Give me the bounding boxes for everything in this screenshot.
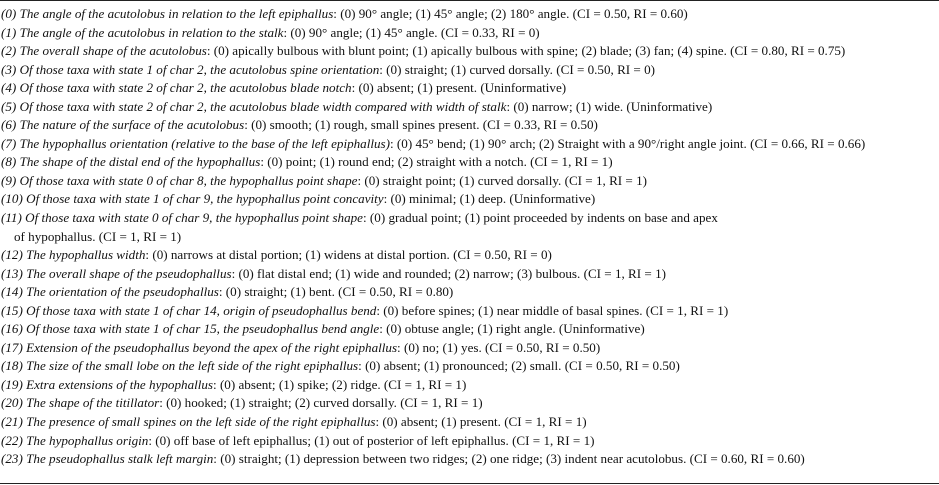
character-states: : (0) apically bulbous with blunt point; (1) apically bulbous with spine; (2) blade; (3) fan; (4) spine. (CI = 0.80, RI = 0.75) bbox=[206, 43, 846, 59]
character-states: : (0) obtuse angle; (1) right angle. (Uninformative) bbox=[379, 321, 645, 337]
character-description: The angle of the acutolobus in relation to the left epiphallus bbox=[19, 6, 334, 21]
character-description: The overall shape of the pseudophallus bbox=[26, 265, 232, 281]
character-number: (14) bbox=[1, 284, 23, 300]
character-states: : (0) point; (1) round end; (2) straight with a notch. (CI = 1, RI = 1) bbox=[260, 154, 613, 170]
character-description: The pseudophallus stalk left margin bbox=[26, 451, 214, 467]
character-states: : (0) narrow; (1) wide. (Uninformative) bbox=[506, 98, 713, 114]
character-number: (10) bbox=[1, 191, 23, 207]
character-row bbox=[0, 42, 939, 61]
character-description: The size of the small lobe on the left side of the right epiphallus bbox=[26, 358, 359, 374]
top-rule bbox=[0, 0, 939, 1]
character-description: The overall shape of the acutolobus bbox=[19, 43, 207, 59]
character-states: : (0) narrows at distal portion; (1) widens at distal portion. (CI = 0.50, RI = 0) bbox=[145, 247, 552, 263]
character-states: : (0) smooth; (1) rough, small spines present. (CI = 0.33, RI = 0.50) bbox=[244, 117, 598, 133]
character-states: : (0) straight; (1) depression between two ridges; (2) one ridge; (3) indent near acutolobus. (CI = 0.60, RI = 0.60) bbox=[213, 451, 805, 467]
character-number: (19) bbox=[1, 376, 23, 392]
character-number: (15) bbox=[1, 302, 23, 318]
character-states: : (0) absent; (1) spike; (2) ridge. (CI = 1, RI = 1) bbox=[213, 376, 467, 392]
character-row bbox=[0, 376, 939, 395]
character-row bbox=[0, 98, 939, 117]
character-states: : (0) before spines; (1) near middle of basal spines. (CI = 1, RI = 1) bbox=[376, 302, 729, 318]
character-description: Of those taxa with state 0 of char 9, the hypophallus point shape bbox=[25, 210, 363, 226]
character-row bbox=[0, 116, 939, 135]
character-description: The angle of the acutolobus in relation to the stalk bbox=[19, 24, 284, 40]
character-description: The orientation of the pseudophallus bbox=[26, 284, 219, 300]
character-number: (17) bbox=[1, 339, 23, 355]
character-number: (11) bbox=[1, 210, 22, 226]
character-row bbox=[0, 209, 939, 228]
character-description: The hypophallus width bbox=[26, 247, 146, 263]
character-number: (22) bbox=[1, 432, 23, 448]
character-states: : (0) absent; (1) present. (CI = 1, RI = 1) bbox=[375, 414, 587, 430]
character-row bbox=[0, 5, 939, 24]
character-states: : (0) no; (1) yes. (CI = 0.50, RI = 0.50) bbox=[397, 339, 601, 355]
character-description: Of those taxa with state 1 of char 15, the pseudophallus bend angle bbox=[26, 321, 380, 337]
character-row bbox=[0, 339, 939, 358]
character-states: : (0) straight; (1) bent. (CI = 0.50, RI = 0.80) bbox=[218, 284, 454, 300]
character-number: (21) bbox=[1, 414, 23, 430]
character-states: : (0) gradual point; (1) point proceeded by indents on base and apex bbox=[363, 210, 718, 226]
character-row bbox=[0, 302, 939, 321]
character-states: : (0) off base of left epiphallus; (1) out of posterior of left epiphallus. (CI = 1, RI = 1) bbox=[148, 432, 595, 448]
character-row bbox=[0, 413, 939, 432]
character-number: (8) bbox=[1, 154, 17, 170]
character-row bbox=[0, 320, 939, 339]
character-description: Of those taxa with state 1 of char 14, origin of pseudophallus bend bbox=[26, 302, 377, 318]
character-number: (7) bbox=[1, 135, 17, 151]
character-states: : (0) absent; (1) pronounced; (2) small. (CI = 0.50, RI = 0.50) bbox=[358, 358, 680, 374]
character-states: : (0) 90° angle; (1) 45° angle; (2) 180° angle. (CI = 0.50, RI = 0.60) bbox=[333, 6, 688, 21]
character-number: (20) bbox=[1, 395, 23, 411]
character-row bbox=[0, 24, 939, 43]
character-row bbox=[0, 246, 939, 265]
character-description: Of those taxa with state 1 of char 9, the hypophallus point concavity bbox=[26, 191, 384, 207]
character-number: (18) bbox=[1, 358, 23, 374]
character-number: (23) bbox=[1, 451, 23, 467]
character-description: Extension of the pseudophallus beyond the apex of the right epiphallus bbox=[26, 339, 398, 355]
character-states: : (0) flat distal end; (1) wide and rounded; (2) narrow; (3) bulbous. (CI = 1, RI = 1) bbox=[231, 265, 666, 281]
character-states: : (0) minimal; (1) deep. (Uninformative) bbox=[383, 191, 596, 207]
character-row bbox=[0, 265, 939, 284]
character-number: (2) bbox=[1, 43, 17, 59]
character-number: (12) bbox=[1, 247, 23, 263]
character-row bbox=[0, 283, 939, 302]
character-row bbox=[0, 190, 939, 209]
character-states: : (0) absent; (1) present. (Uninformative) bbox=[351, 80, 567, 96]
character-row bbox=[0, 135, 939, 154]
character-number: (9) bbox=[1, 172, 17, 188]
character-description: The shape of the distal end of the hypophallus bbox=[19, 154, 261, 170]
character-number: (0) bbox=[1, 6, 17, 21]
character-row bbox=[0, 79, 939, 98]
character-row bbox=[0, 172, 939, 191]
character-row bbox=[0, 450, 939, 469]
character-number: (4) bbox=[1, 80, 17, 96]
character-number: (3) bbox=[1, 61, 17, 77]
character-number: (13) bbox=[1, 265, 23, 281]
character-list bbox=[0, 5, 939, 469]
character-states: : (0) straight; (1) curved dorsally. (CI = 0.50, RI = 0) bbox=[379, 61, 656, 77]
character-description: The shape of the titillator bbox=[26, 395, 160, 411]
character-states: : (0) 45° bend; (1) 90° arch; (2) Straight with a 90°/right angle joint. (CI = 0.66, RI = 0.66) bbox=[390, 135, 866, 151]
character-description: Of those taxa with state 0 of char 8, the hypophallus point shape bbox=[19, 172, 358, 188]
character-description: The presence of small spines on the left side of the right epiphallus bbox=[26, 414, 376, 430]
character-number: (1) bbox=[1, 24, 17, 40]
character-states: : (0) hooked; (1) straight; (2) curved dorsally. (CI = 1, RI = 1) bbox=[159, 395, 483, 411]
character-states: : (0) 90° angle; (1) 45° angle. (CI = 0.33, RI = 0) bbox=[283, 24, 540, 40]
character-row bbox=[0, 61, 939, 80]
character-row bbox=[0, 394, 939, 413]
character-description: Of those taxa with state 1 of char 2, the acutolobus spine orientation bbox=[19, 61, 380, 77]
character-row-continuation: of hypophallus. (CI = 1, RI = 1) bbox=[14, 228, 182, 244]
character-number: (6) bbox=[1, 117, 17, 133]
character-description: Extra extensions of the hypophallus bbox=[26, 376, 214, 392]
character-description: Of those taxa with state 2 of char 2, the acutolobus blade notch bbox=[19, 80, 352, 96]
character-row bbox=[0, 357, 939, 376]
character-number: (5) bbox=[1, 98, 17, 114]
character-row bbox=[0, 153, 939, 172]
character-number: (16) bbox=[1, 321, 23, 337]
bottom-rule bbox=[0, 483, 939, 484]
character-description: The hypophallus origin bbox=[26, 432, 149, 448]
character-description: Of those taxa with state 2 of char 2, the acutolobus blade width compared with width of stalk bbox=[19, 98, 507, 114]
character-states: : (0) straight point; (1) curved dorsally. (CI = 1, RI = 1) bbox=[357, 172, 647, 188]
character-description: The hypophallus orientation (relative to the base of the left epiphallus) bbox=[19, 135, 391, 151]
character-description: The nature of the surface of the acutolobus bbox=[19, 117, 245, 133]
character-row bbox=[0, 432, 939, 451]
